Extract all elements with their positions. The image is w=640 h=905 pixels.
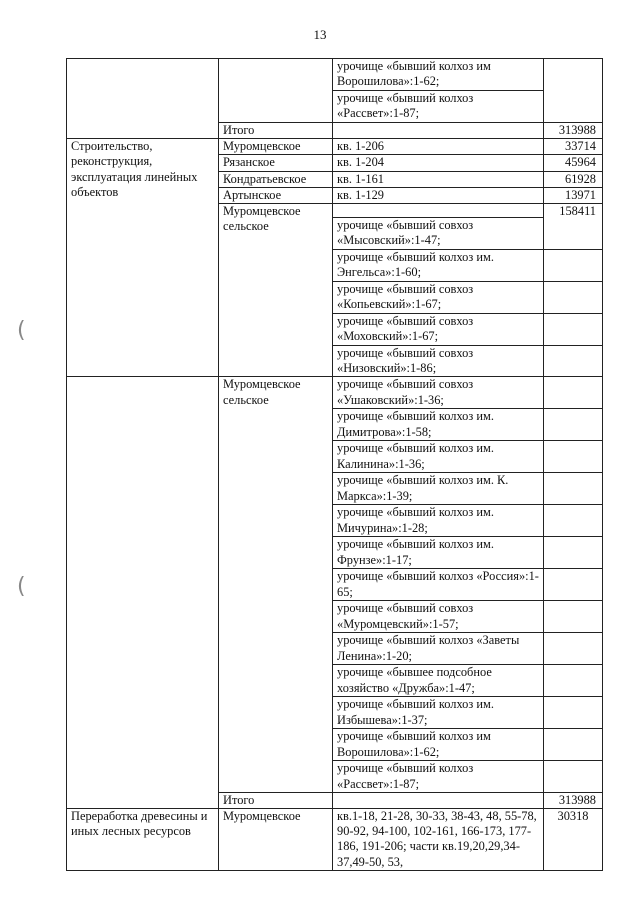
total-label: Итого [219, 123, 333, 139]
area-cell: 13971 [544, 187, 603, 203]
quarter-cell: урочище «бывший колхоз им Ворошилова»:1-62; [333, 729, 544, 761]
quarter-cell: урочище «бывший колхоз «Рассвет»:1-87; [333, 91, 544, 123]
settlement-cell [219, 59, 333, 123]
quarter-cell: кв. 1-129 [333, 187, 544, 203]
area-cell [544, 282, 603, 314]
area-cell [544, 601, 603, 633]
quarter-cell: урочище «бывший колхоз им. К. Маркса»:1-39; [333, 473, 544, 505]
margin-mark: ( [17, 318, 26, 343]
area-cell [544, 314, 603, 346]
quarter-cell: кв. 1-204 [333, 155, 544, 171]
settlement-cell: Муромцевское [219, 809, 333, 871]
settlement-cell: Муромцевское сельское [219, 204, 333, 377]
quarter-cell: урочище «бывший колхоз им. Избышева»:1-37; [333, 697, 544, 729]
land-use-table [66, 58, 603, 871]
area-cell [544, 505, 603, 537]
area-cell [544, 665, 603, 697]
quarter-cell: урочище «бывший совхоз «Мысовский»:1-47; [333, 218, 544, 250]
quarter-cell: урочище «бывший колхоз им. Мичурина»:1-28; [333, 505, 544, 537]
activity-cell: Строительство, реконструкция, эксплуатация линейных объектов [67, 139, 219, 377]
quarter-cell: урочище «бывший совхоз «Низовский»:1-86; [333, 346, 544, 377]
area-cell: 45964 [544, 155, 603, 171]
area-cell [544, 377, 603, 409]
area-cell [544, 633, 603, 665]
table-row [67, 139, 603, 155]
settlement-cell: Муромцевское [219, 139, 333, 155]
activity-cell [67, 377, 219, 809]
settlement-cell: Рязанское [219, 155, 333, 171]
area-cell [544, 537, 603, 569]
quarter-cell: урочище «бывшее подсобное хозяйство «Дружба»:1-47; [333, 665, 544, 697]
total-value: 313988 [544, 792, 603, 808]
quarter-cell: урочище «бывший колхоз им Ворошилова»:1-62; [333, 59, 544, 91]
quarter-cell: кв. 1-161 [333, 171, 544, 187]
settlement-cell: Артынское [219, 187, 333, 203]
settlement-cell: Муромцевское сельское [219, 377, 333, 792]
quarter-cell [333, 123, 544, 139]
quarter-cell: урочище «бывший совхоз «Копьевский»:1-67; [333, 282, 544, 314]
quarter-cell: урочище «бывший совхоз «Муромцевский»:1-57; [333, 601, 544, 633]
area-cell: 61928 [544, 171, 603, 187]
quarter-cell: урочище «бывший колхоз им. Фрунзе»:1-17; [333, 537, 544, 569]
area-cell [544, 761, 603, 792]
quarter-cell: урочище «бывший совхоз «Ушаковский»:1-36; [333, 377, 544, 409]
area-cell [544, 250, 603, 282]
quarter-cell: урочище «бывший колхоз им. Димитрова»:1-58; [333, 409, 544, 441]
activity-cell [67, 59, 219, 139]
area-cell: 158411 [544, 204, 603, 250]
quarter-cell: урочище «бывший совхоз «Моховский»:1-67; [333, 314, 544, 346]
settlement-cell: Кондратьевское [219, 171, 333, 187]
page-number: 13 [313, 27, 327, 42]
activity-cell: Переработка древесины и иных лесных ресурсов [67, 809, 219, 871]
quarter-cell: урочище «бывший колхоз им. Калинина»:1-36; [333, 441, 544, 473]
total-label: Итого [219, 792, 333, 808]
table-row [67, 59, 603, 91]
area-cell [544, 473, 603, 505]
quarter-cell: урочище «бывший колхоз «Заветы Ленина»:1-20; [333, 633, 544, 665]
total-value: 313988 [544, 123, 603, 139]
area-cell: 33714 [544, 139, 603, 155]
area-cell [544, 697, 603, 729]
quarter-cell: урочище «бывший колхоз «Россия»:1-65; [333, 569, 544, 601]
margin-mark: ( [17, 574, 26, 599]
quarter-cell: урочище «бывший колхоз им. Энгельса»:1-60; [333, 250, 544, 282]
table-row [67, 377, 603, 409]
area-cell [544, 59, 603, 123]
area-cell [544, 409, 603, 441]
quarter-cell: кв. 1-206 [333, 139, 544, 155]
area-cell: 30318 [544, 809, 603, 871]
quarter-cell [333, 204, 544, 218]
area-cell [544, 346, 603, 377]
area-cell [544, 729, 603, 761]
table-row [67, 809, 603, 871]
quarter-cell: урочище «бывший колхоз «Рассвет»:1-87; [333, 761, 544, 792]
area-cell [544, 441, 603, 473]
quarter-cell [333, 792, 544, 808]
area-cell [544, 569, 603, 601]
quarter-cell: кв.1-18, 21-28, 30-33, 38-43, 48, 55-78, 90-92, 94-100, 102-161, 166-173, 177-186, 191-206; части кв.19,20,29,34-37,49-50, 53, [333, 809, 544, 871]
